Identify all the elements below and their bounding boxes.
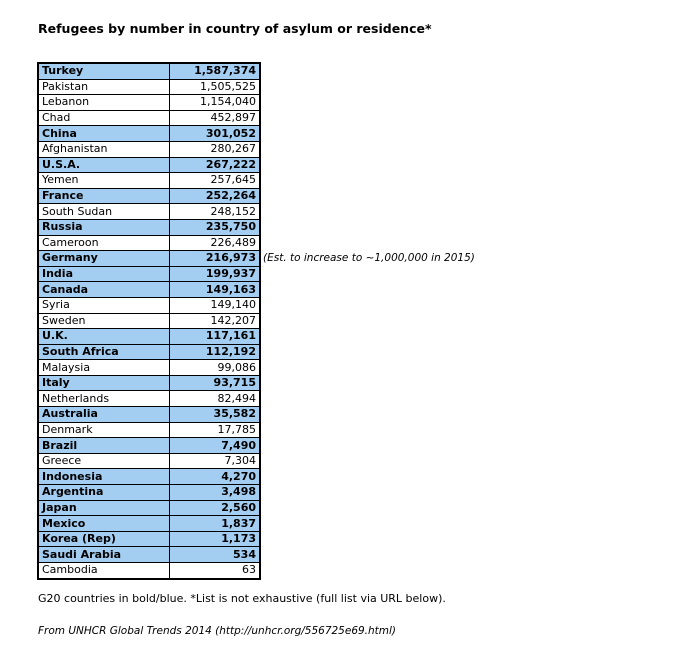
table-row	[38, 95, 260, 111]
country-cell: Cameroon	[38, 235, 170, 251]
value-cell: 226,489	[170, 235, 261, 251]
country-cell: Saudi Arabia	[38, 547, 170, 563]
value-cell: 117,161	[170, 329, 261, 345]
page-title: Refugees by number in country of asylum or residence*	[38, 21, 432, 36]
table-row	[38, 547, 260, 563]
value-cell: 3,498	[170, 485, 261, 501]
value-cell: 93,715	[170, 375, 261, 391]
table-row	[38, 313, 260, 329]
country-cell: China	[38, 126, 170, 142]
country-cell: Argentina	[38, 485, 170, 501]
table-row	[38, 407, 260, 423]
value-cell: 142,207	[170, 313, 261, 329]
country-cell: Greece	[38, 453, 170, 469]
country-cell: U.S.A.	[38, 157, 170, 173]
country-cell: Cambodia	[38, 563, 170, 579]
table-row	[38, 79, 260, 95]
country-cell: Netherlands	[38, 391, 170, 407]
country-cell: Afghanistan	[38, 141, 170, 157]
value-cell: 216,973	[170, 251, 261, 267]
value-cell: 252,264	[170, 188, 261, 204]
value-cell: 7,304	[170, 453, 261, 469]
country-cell: Turkey	[38, 63, 170, 79]
table-row	[38, 141, 260, 157]
table-row	[38, 251, 260, 267]
country-cell: Germany	[38, 251, 170, 267]
country-cell: Malaysia	[38, 360, 170, 376]
value-cell: 99,086	[170, 360, 261, 376]
value-cell: 1,837	[170, 516, 261, 532]
value-cell: 257,645	[170, 173, 261, 189]
value-cell: 301,052	[170, 126, 261, 142]
country-cell: South Africa	[38, 344, 170, 360]
table-row	[38, 219, 260, 235]
table-row	[38, 360, 260, 376]
table-row	[38, 204, 260, 220]
table-row	[38, 173, 260, 189]
table-row	[38, 375, 260, 391]
country-cell: Korea (Rep)	[38, 531, 170, 547]
table-row	[38, 188, 260, 204]
value-cell: 1,505,525	[170, 79, 261, 95]
table-row	[38, 500, 260, 516]
value-cell: 1,173	[170, 531, 261, 547]
value-cell: 235,750	[170, 219, 261, 235]
table-row	[38, 344, 260, 360]
value-cell: 149,163	[170, 282, 261, 298]
country-cell: Mexico	[38, 516, 170, 532]
germany-annotation: (Est. to increase to ~1,000,000 in 2015)	[263, 251, 475, 264]
value-cell: 82,494	[170, 391, 261, 407]
country-cell: Chad	[38, 110, 170, 126]
country-cell: Italy	[38, 375, 170, 391]
table-row	[38, 563, 260, 579]
value-cell: 280,267	[170, 141, 261, 157]
value-cell: 1,587,374	[170, 63, 261, 79]
value-cell: 1,154,040	[170, 95, 261, 111]
country-cell: Pakistan	[38, 79, 170, 95]
value-cell: 452,897	[170, 110, 261, 126]
value-cell: 267,222	[170, 157, 261, 173]
country-cell: Canada	[38, 282, 170, 298]
table-row	[38, 235, 260, 251]
country-cell: Syria	[38, 297, 170, 313]
value-cell: 2,560	[170, 500, 261, 516]
country-cell: Russia	[38, 219, 170, 235]
country-cell: Denmark	[38, 422, 170, 438]
table-row	[38, 297, 260, 313]
table-row	[38, 469, 260, 485]
value-cell: 248,152	[170, 204, 261, 220]
value-cell: 4,270	[170, 469, 261, 485]
value-cell: 7,490	[170, 438, 261, 454]
country-cell: Australia	[38, 407, 170, 423]
value-cell: 534	[170, 547, 261, 563]
refugee-table-body	[38, 63, 260, 579]
value-cell: 35,582	[170, 407, 261, 423]
table-row	[38, 126, 260, 142]
table-row	[38, 63, 260, 79]
country-cell: Lebanon	[38, 95, 170, 111]
country-cell: Yemen	[38, 173, 170, 189]
refugee-table	[37, 62, 261, 580]
table-row	[38, 531, 260, 547]
table-row	[38, 516, 260, 532]
table-row	[38, 453, 260, 469]
table-row	[38, 110, 260, 126]
table-row	[38, 329, 260, 345]
country-cell: Indonesia	[38, 469, 170, 485]
country-cell: South Sudan	[38, 204, 170, 220]
value-cell: 149,140	[170, 297, 261, 313]
value-cell: 112,192	[170, 344, 261, 360]
country-cell: U.K.	[38, 329, 170, 345]
table-row	[38, 282, 260, 298]
country-cell: Sweden	[38, 313, 170, 329]
country-cell: Japan	[38, 500, 170, 516]
value-cell: 63	[170, 563, 261, 579]
value-cell: 17,785	[170, 422, 261, 438]
footnote: G20 countries in bold/blue. *List is not exhaustive (full list via URL below).	[38, 592, 446, 605]
country-cell: India	[38, 266, 170, 282]
table-row	[38, 485, 260, 501]
country-cell: France	[38, 188, 170, 204]
country-cell: Brazil	[38, 438, 170, 454]
table-row	[38, 422, 260, 438]
source-line: From UNHCR Global Trends 2014 (http://unhcr.org/556725e69.html)	[38, 625, 397, 637]
table-row	[38, 157, 260, 173]
value-cell: 199,937	[170, 266, 261, 282]
table-row	[38, 438, 260, 454]
table-row	[38, 266, 260, 282]
table-row	[38, 391, 260, 407]
